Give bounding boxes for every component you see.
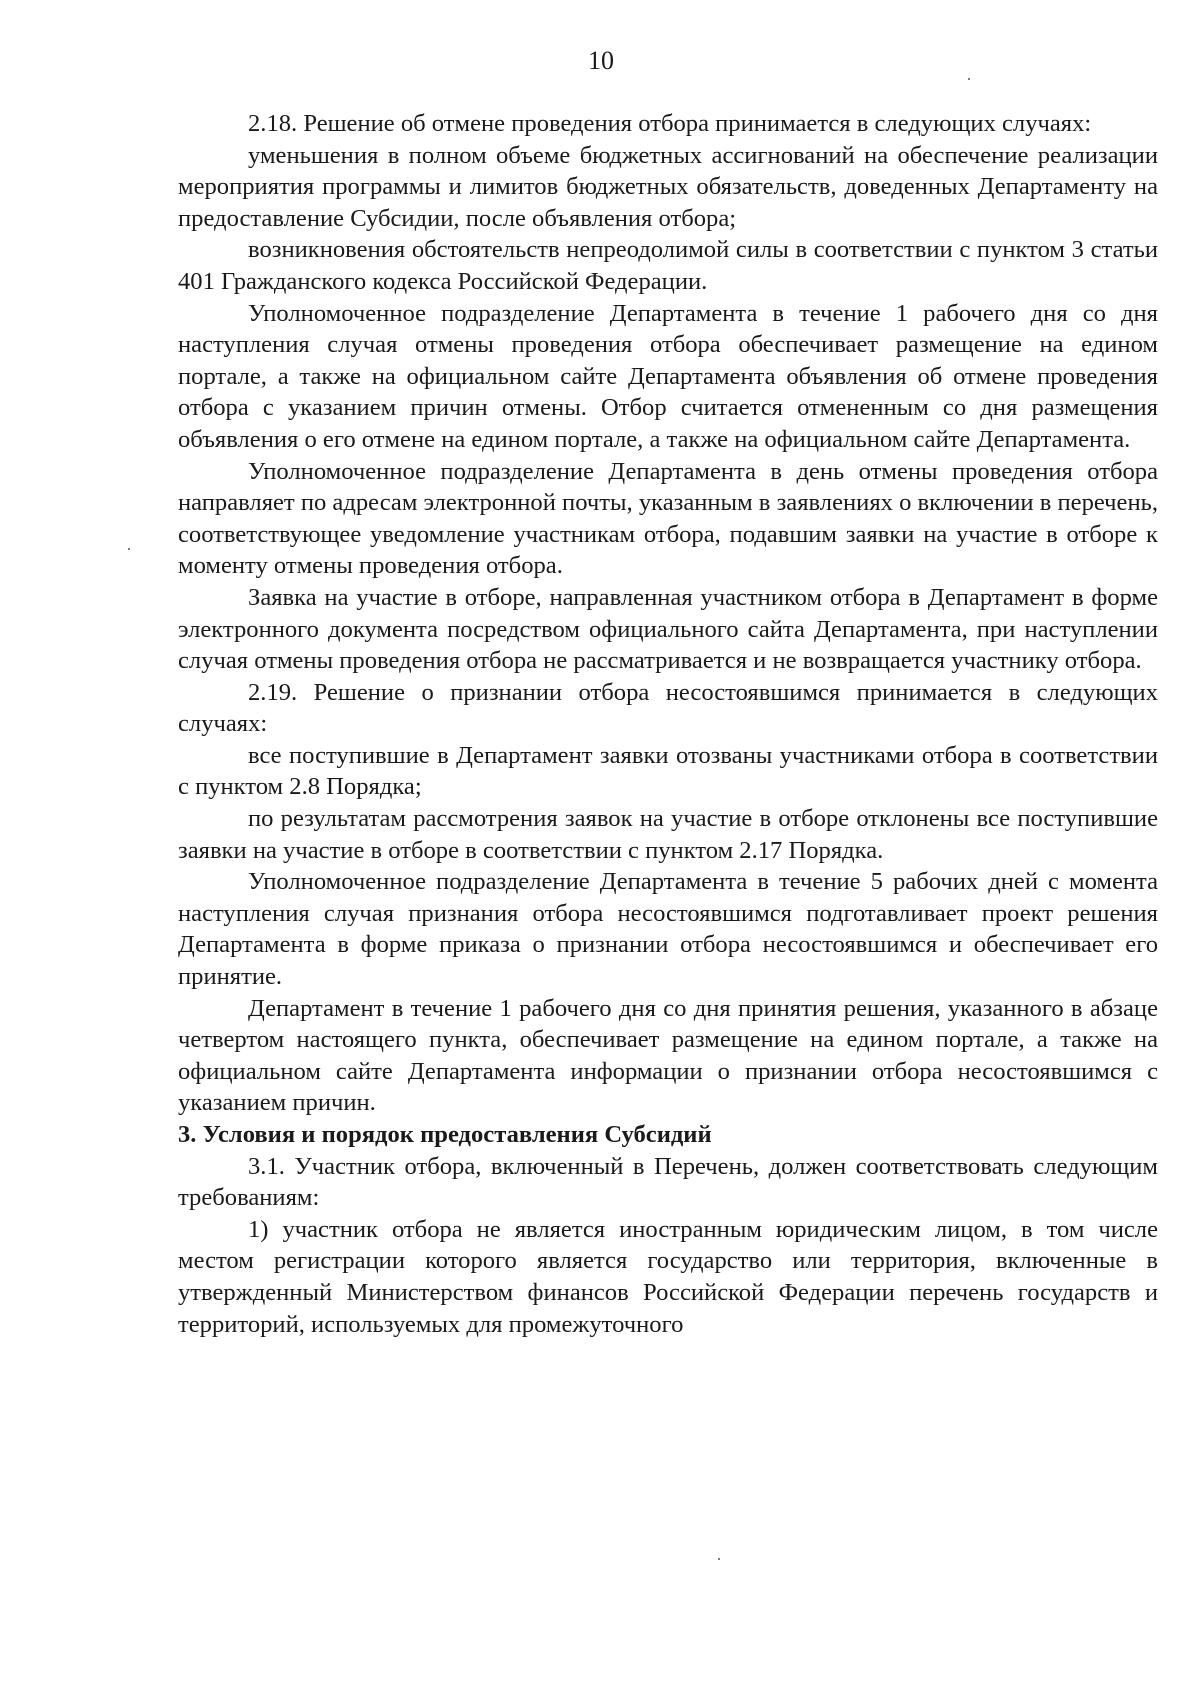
scan-speck [128, 548, 130, 550]
paragraph-2-18: 2.18. Решение об отмене проведения отбора принимается в следующих случаях: [248, 110, 1092, 137]
page-number: 10 [588, 46, 614, 75]
paragraph-applications-withdrawn: все поступившие в Департамент заявки отозваны участниками отбора в соответствии с пунктом 2.8 Порядка; [178, 741, 1158, 801]
scan-speck [718, 1558, 720, 1560]
paragraph-application-not-reviewed: Заявка на участие в отборе, направленная участником отбора в Департамент в форме электронного документа посредством официального сайта Департамента, при наступлении случая отмены проведения отбора не рассматривается и не возвращается участнику отбора. [178, 583, 1158, 675]
paragraph-failed-selection-publication: Департамент в течение 1 рабочего дня со дня принятия решения, указанного в абзаце четвертом настоящего пункта, обеспечивает размещение на едином портале, а также на официальном сайте Департамента информации о признании отбора несостоявшимся с указанием причин. [178, 994, 1158, 1117]
paragraph-cancellation-publication: Уполномоченное подразделение Департамента в течение 1 рабочего дня со дня наступления случая отмены проведения отбора обеспечивает размещение на едином портале, а также на официальном сайте Департамента объявления об отмене проведения отбора с указанием причин отмены. Отбор считается отмененным со дня размещения объявления о его отмене на едином портале, а также на официальном сайте Департамента. [178, 299, 1158, 453]
section-heading: 3. Условия и порядок предоставления Субсидий [178, 1121, 712, 1148]
paragraph-3-1: 3.1. Участник отбора, включенный в Перечень, должен соответствовать следующим требованиям: [178, 1152, 1158, 1212]
paragraph-reason-budget: уменьшения в полном объеме бюджетных ассигнований на обеспечение реализации мероприятия программы и лимитов бюджетных обязательств, доведенных Департаменту на предоставление Субсидии, после объявления отбора; [178, 141, 1158, 232]
paragraph-failed-selection-order: Уполномоченное подразделение Департамента в течение 5 рабочих дней с момента наступления случая признания отбора несостоявшимся подготавливает проект решения Департамента в форме приказа о признании отбора несостоявшимся и обеспечивает его принятие. [178, 868, 1158, 991]
paragraph-reason-force-majeure: возникновения обстоятельств непреодолимой силы в соответствии с пунктом 3 статьи 401 Гражданского кодекса Российской Федерации. [178, 236, 1158, 295]
paragraph-applications-rejected: по результатам рассмотрения заявок на участие в отборе отклонены все поступившие заявки на участие в отборе в соответствии с пунктом 2.17 Порядка. [178, 805, 1158, 864]
document-body [178, 108, 1158, 1340]
scan-speck [968, 78, 970, 80]
paragraph-requirement-1: 1) участник отбора не является иностранным юридическим лицом, в том числе местом регистрации которого является государство или территория, включенные в утвержденный Министерством финансов Российской Федерации перечень государств и территорий, используемых для промежуточного [178, 1215, 1158, 1338]
paragraph-2-19: 2.19. Решение о признании отбора несостоявшимся принимается в следующих случаях: [178, 678, 1158, 738]
paragraph-cancellation-notice: Уполномоченное подразделение Департамента в день отмены проведения отбора направляет по адресам электронной почты, указанным в заявлениях о включении в перечень, соответствующее уведомление участникам отбора, подавшим заявки на участие в отборе к моменту отмены проведения отбора. [178, 457, 1158, 580]
